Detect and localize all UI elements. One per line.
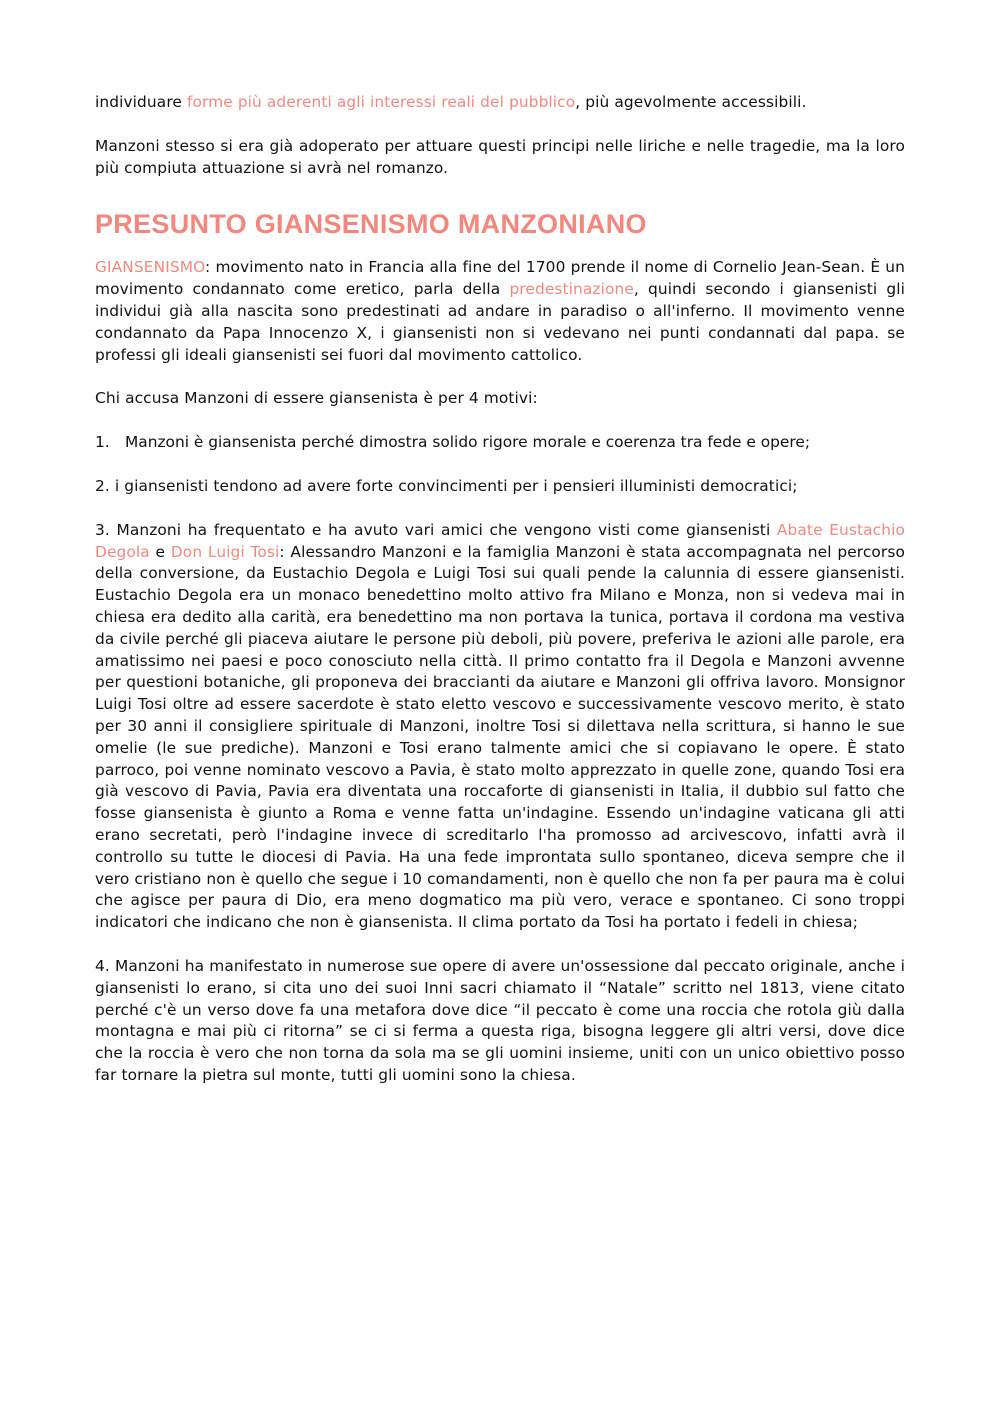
text-run: 3. Manzoni ha frequentato e ha avuto vari amici che vengono visti come giansenisti	[95, 520, 777, 539]
term-predestinazione: predestinazione	[509, 280, 634, 299]
text-run: : movimento nato in Francia alla fine del 1700 prende il nome di Cornelio Jean-Sean. È un movimento condannato come eretico, parla della	[95, 258, 905, 299]
reason-item-4: 4. Manzoni ha manifestato in numerose sue opere di avere un'ossessione dal peccato originale, anche i giansenisti lo erano, si cita uno dei suoi Inni sacri chiamato il “Natale” scritto nel 1813, viene citato perché c'è un verso dove fa una metafora dove dice “il peccato è come una roccia che rotola giù dalla montagna e mai più ci ritorna” se ci si ferma a questa riga, bisogna leggere gli altri versi, dove dice che la roccia è vero che non torna da sola ma se gli uomini insieme, uniti con un unico obiettivo posso far tornare la pietra sul monte, tutti gli uomini sono la chiesa.	[95, 956, 905, 1084]
lead-paragraph: Chi accusa Manzoni di essere giansenista è per 4 motivi:	[95, 389, 538, 408]
reason-item-3	[95, 520, 905, 934]
name-tosi: Don Luigi Tosi	[170, 542, 280, 561]
text-run: , più agevolmente accessibili.	[575, 93, 807, 111]
text-run: e	[149, 542, 171, 561]
intro-paragraph-2: Manzoni stesso si era già adoperato per attuare questi principi nelle liriche e nelle tragedie, ma la loro più compiuta attuazione si avrà nel romanzo.	[95, 136, 905, 177]
reason-item-1	[95, 432, 905, 454]
highlighted-phrase: forme più aderenti agli interessi reali del pubblico	[186, 93, 576, 111]
name-degola: Abate Eustachio Degola	[95, 520, 905, 561]
reason-number: 1.	[95, 433, 110, 452]
reason-item-2: 2. i giansenisti tendono ad avere forte convincimenti per i pensieri illuministi democratici;	[95, 476, 798, 495]
term-giansenismo: GIANSENISMO	[95, 258, 206, 277]
text-run: , quindi secondo i giansenisti gli individui già alla nascita sono predestinati ad andare in paradiso o all'inferno. Il movimento venne condannato da Papa Innocenzo X, i giansenisti non si vedevano nei punti condannati dal papa. se professi gli ideali giansenisti sei fuori dal movimento cattolico.	[95, 280, 905, 364]
text-run: individuare	[95, 93, 187, 111]
reason-text: Manzoni è giansenista perché dimostra solido rigore morale e coerenza tra fede e opere;	[125, 433, 811, 452]
section-heading: PRESUNTO GIANSENISMO MANZONIANO	[95, 209, 647, 240]
intro-paragraph-1	[95, 92, 905, 114]
definition-paragraph	[95, 257, 905, 366]
text-run: : Alessandro Manzoni e la famiglia Manzoni è stata accompagnata nel percorso della conversione, da Eustachio Degola e Luigi Tosi sui quali pende la calunnia di essere giansenisti. Eustachio Degola era un monaco benedettino molto attivo fra Milano e Monza, non si vedeva mai in chiesa era dedito alla carità, era benedettino ma non portava la tunica, portava il cordona ma vestiva da civile perché gli piaceva aiutare le persone più deboli, più povere, preferiva le azioni alle parole, era amatissimo nei paesi e poco conosciuto nella città. Il primo contatto fra il Degola e Manzoni avvenne per questioni botaniche, gli proponeva dei braccianti da aiutare e Manzoni gli offriva lavoro. Monsignor Luigi Tosi oltre ad essere sacerdote è stato eletto vescovo e successivamente vescovo merito, è stato per 30 anni il consigliere spirituale di Manzoni, inoltre Tosi si dilettava nella scrittura, si hanno le sue omelie (le sue prediche). Manzoni e Tosi erano talmente amici che si copiavano le opere. È stato parroco, poi venne nominato vescovo a Pavia, è stato molto apprezzato in quelle zone, quando Tosi era già vescovo di Pavia, Pavia era diventata una roccaforte di giansenisti in Italia, il dubbio sul fatto che fosse giansenista è giunto a Roma e venne fatta un'indagine. Essendo un'indagine vaticana gli atti erano secretati, però l'indagine invece di screditarlo l'ha promosso ad arcivescovo, infatti avrà il controllo su tutte le diocesi di Pavia. Ha una fede improntata sullo spontaneo, diceva sempre che il vero cristiano non è quello che segue i 10 comandamenti, non è quello che non fa per paura ma è colui che agisce per paura di Dio, era meno dogmatico ma più vero, verace e spontaneo. Ci sono troppi indicatori che indicano che non è giansenista. Il clima portato da Tosi ha portato i fedeli in chiesa;	[95, 542, 905, 932]
